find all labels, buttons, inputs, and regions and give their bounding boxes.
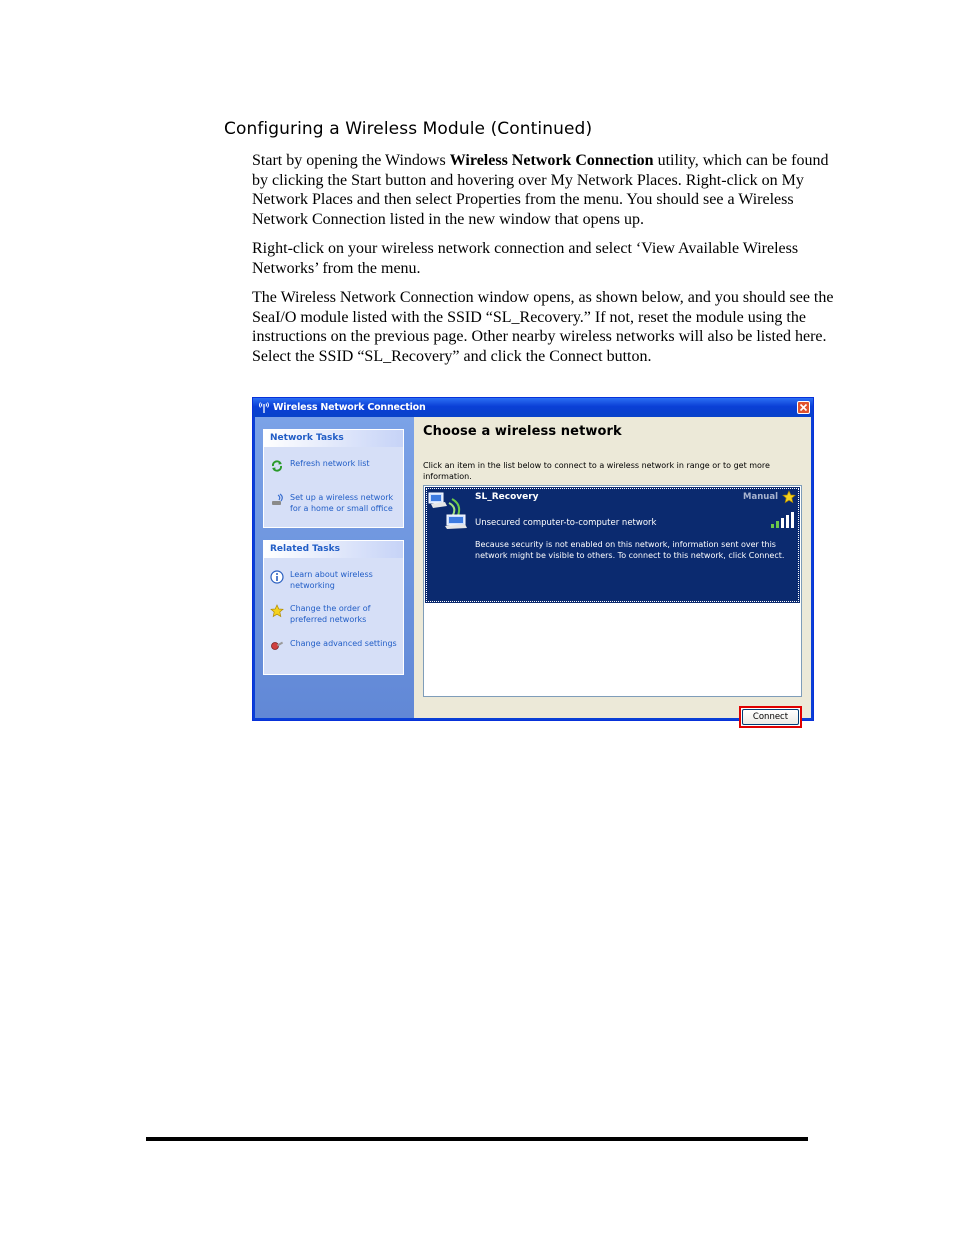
paragraph-view-networks: Right-click on your wireless network connection and select ‘View Available Wireless Networks’ from the menu. bbox=[252, 240, 799, 277]
star-icon bbox=[270, 604, 284, 618]
network-type: Unsecured computer-to-computer network bbox=[475, 518, 657, 528]
task-label: Change the order of preferred networks bbox=[290, 604, 371, 624]
close-button[interactable] bbox=[797, 401, 810, 414]
paragraph-open-utility bbox=[252, 151, 844, 229]
security-warning: Because security is not enabled on this network, information sent over this network might be visible to others. To connect to this network, click Connect. bbox=[475, 540, 785, 560]
main-pane bbox=[414, 417, 811, 722]
task-change-advanced-settings[interactable] bbox=[270, 638, 400, 662]
task-setup-wireless-network[interactable] bbox=[270, 492, 400, 516]
signal-bar bbox=[791, 512, 794, 528]
close-icon bbox=[799, 403, 808, 412]
preferred-network-star-icon bbox=[782, 490, 796, 504]
signal-bar bbox=[781, 518, 784, 528]
connect-button-label: Connect bbox=[742, 709, 799, 725]
p1-bold-utility-name: Wireless Network Connection bbox=[449, 152, 654, 169]
footer-rule bbox=[146, 1137, 808, 1141]
network-item-sl-recovery[interactable] bbox=[425, 487, 800, 603]
section-heading: Configuring a Wireless Module (Continued) bbox=[224, 119, 593, 139]
window-titlebar[interactable] bbox=[253, 398, 813, 417]
info-icon bbox=[270, 570, 284, 584]
task-learn-about-wireless[interactable] bbox=[270, 569, 400, 593]
connect-button[interactable] bbox=[739, 706, 802, 728]
network-tasks-header: Network Tasks bbox=[264, 430, 403, 447]
main-title: Choose a wireless network bbox=[423, 424, 622, 439]
related-tasks-header: Related Tasks bbox=[264, 541, 403, 558]
task-label: Change advanced settings bbox=[290, 639, 397, 648]
p1-text-after: utility, which can be found by clicking the Start button and hovering over My Network Places. Right-click on My Network Places and then select Properties from the menu. You should see a Wireless Network Connection listed in the new window that opens up. bbox=[252, 152, 829, 228]
paragraph-select-ssid: The Wireless Network Connection window opens, as shown below, and you should see the SeaI/O module listed with the SSID “SL_Recovery.” If not, reset the module using the instructions on the previous page. Other nearby wireless networks will also be listed here. Select the SSID “SL_Recovery” and click the Connect button. bbox=[252, 289, 834, 365]
network-mode: Manual bbox=[743, 492, 778, 502]
network-list[interactable] bbox=[423, 485, 802, 697]
task-pane bbox=[255, 417, 414, 718]
instructions-text: Click an item in the list below to connect to a wireless network in range or to get more information. bbox=[423, 461, 770, 481]
signal-strength-icon bbox=[769, 510, 795, 528]
setup-wireless-icon bbox=[270, 493, 284, 507]
p1-text-before: Start by opening the Windows bbox=[252, 152, 450, 169]
task-label: Learn about wireless networking bbox=[290, 570, 373, 590]
task-label: Set up a wireless network for a home or small office bbox=[290, 493, 394, 513]
wireless-network-connection-window bbox=[252, 397, 814, 721]
signal-bar bbox=[771, 524, 774, 528]
network-ssid: SL_Recovery bbox=[475, 492, 539, 502]
task-change-preferred-order[interactable] bbox=[270, 603, 400, 627]
refresh-icon bbox=[270, 459, 284, 473]
wireless-antenna-icon bbox=[257, 401, 271, 413]
signal-bar bbox=[786, 515, 789, 528]
signal-bar bbox=[776, 521, 779, 528]
computer-to-computer-network-icon bbox=[427, 491, 471, 529]
task-label: Refresh network list bbox=[290, 459, 370, 468]
task-refresh-network-list[interactable] bbox=[270, 458, 400, 472]
settings-icon bbox=[270, 639, 284, 653]
related-tasks-box bbox=[263, 540, 404, 675]
network-tasks-box bbox=[263, 429, 404, 528]
window-title: Wireless Network Connection bbox=[273, 402, 426, 413]
